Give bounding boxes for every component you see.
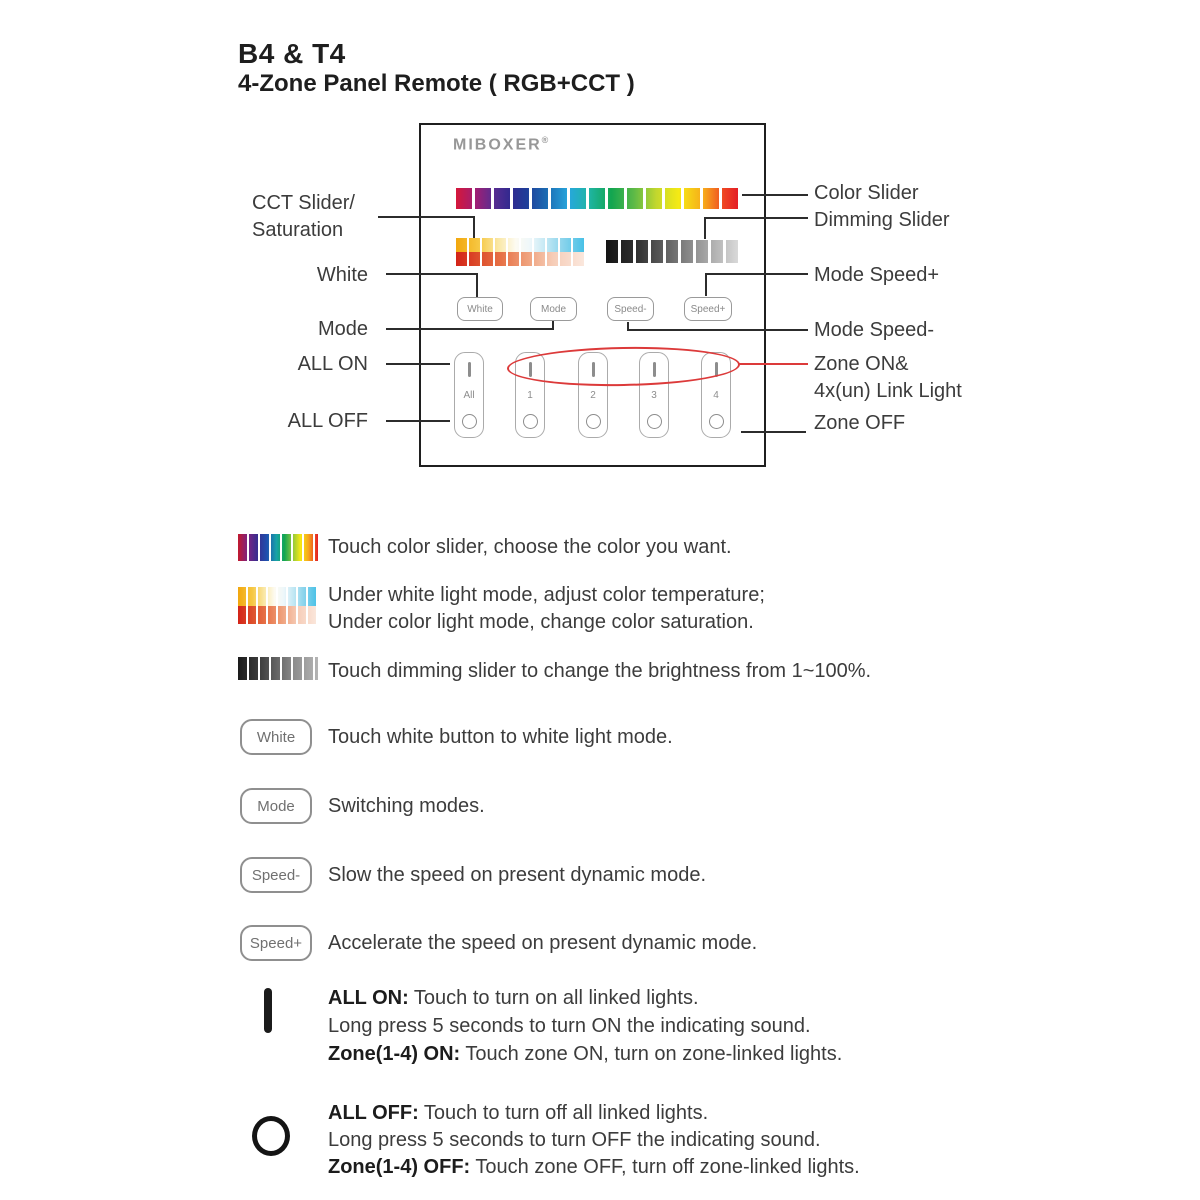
legend-zone-off-line [328, 1154, 860, 1181]
legend-all-on-line2: Long press 5 seconds to turn ON the indicating sound. [328, 1015, 811, 1037]
speed-plus-callout-line [705, 273, 808, 275]
zone-off-callout-line [741, 431, 806, 433]
callout-cct-slider [252, 190, 355, 244]
color-slider-swatch [238, 534, 318, 561]
cct-swatch-bottom [238, 606, 318, 625]
callout-cct-line2: Saturation [252, 219, 344, 241]
brand-logo [453, 135, 548, 154]
zone-on-desc: Touch zone ON, turn on zone-linked lights. [460, 1043, 843, 1065]
speed-minus-button-legend: Speed- [240, 857, 312, 893]
zone-on-label: Zone(1-4) ON: [328, 1043, 461, 1065]
callout-zone-off: Zone OFF [814, 412, 906, 434]
dimming-slider-swatch [238, 657, 318, 680]
legend-cct-text [328, 582, 765, 636]
legend-cct-line2: Under color light mode, change color saturation. [328, 611, 754, 633]
callout-mode: Mode [317, 318, 368, 340]
legend-white-text: Touch white button to white light mode. [328, 726, 673, 748]
legend-all-off-block [328, 1100, 860, 1181]
mode-button: Mode [530, 297, 577, 321]
mode-callout-line [386, 328, 554, 330]
speed-minus-button: Speed- [607, 297, 654, 321]
all-on-callout-line [386, 363, 450, 365]
all-off-desc: Touch to turn off all linked lights. [418, 1102, 709, 1124]
zone-label: 2 [590, 390, 596, 401]
callout-all-off: ALL OFF [287, 410, 368, 432]
legend-speed-plus-text: Accelerate the speed on present dynamic mode. [328, 932, 758, 954]
all-on-desc: Touch to turn on all linked lights. [408, 987, 699, 1009]
white-button-legend: White [240, 719, 312, 755]
dimming-callout-line [704, 217, 706, 239]
callout-cct-line1: CCT Slider/ [252, 192, 355, 214]
callout-color-slider: Color Slider [814, 182, 919, 204]
speed-minus-callout-line [627, 322, 629, 331]
zone-label: 4 [713, 390, 719, 401]
color-slider-callout-line [742, 194, 808, 196]
legend-all-off-line1 [328, 1100, 860, 1127]
all-on-label: ALL ON: [328, 987, 409, 1009]
zone-off-icon [462, 414, 477, 429]
legend-speed-minus-text: Slow the speed on present dynamic mode. [328, 864, 706, 886]
callout-zone-on [814, 351, 962, 405]
white-callout-line [386, 273, 478, 275]
speed-plus-button-legend: Speed+ [240, 925, 312, 961]
callout-zone-on-line2: 4x(un) Link Light [814, 380, 962, 402]
speed-minus-callout-line [627, 329, 808, 331]
zone-label: 1 [527, 390, 533, 401]
speed-plus-callout-line [705, 273, 707, 296]
zone-button-all [454, 352, 484, 438]
white-callout-line [476, 273, 478, 297]
zone-off-icon [709, 414, 724, 429]
callout-dimming-slider: Dimming Slider [814, 209, 950, 231]
zone-label: 3 [651, 390, 657, 401]
page-title: B4 & T4 [238, 38, 346, 69]
registered-mark: ® [541, 135, 549, 145]
callout-white: White [316, 264, 368, 286]
legend-all-on-line1 [328, 984, 842, 1012]
cct-swatch-top [238, 587, 318, 606]
brand-text: MIBOXER [453, 136, 542, 154]
speed-plus-button: Speed+ [684, 297, 732, 321]
all-off-label: ALL OFF: [328, 1102, 419, 1124]
all-on-icon [264, 988, 272, 1033]
zone-label: All [463, 390, 475, 401]
legend-zone-on-line [328, 1040, 842, 1068]
zone-off-icon [586, 414, 601, 429]
zone-off-icon [523, 414, 538, 429]
zone-off-desc: Touch zone OFF, turn off zone-linked lights. [470, 1156, 860, 1178]
cct-callout-line [378, 216, 475, 218]
callout-zone-on-line1: Zone ON& [814, 353, 909, 375]
legend-dim-text: Touch dimming slider to change the brightness from 1~100%. [328, 660, 872, 682]
all-off-callout-line [386, 420, 450, 422]
zone-on-callout-line [739, 363, 808, 365]
callout-mode-speed-minus: Mode Speed- [814, 319, 935, 341]
page-subtitle: 4-Zone Panel Remote ( RGB+CCT ) [238, 70, 635, 97]
legend-all-on-block [328, 984, 842, 1068]
legend-color-text: Touch color slider, choose the color you want. [328, 536, 732, 558]
legend-cct-line1: Under white light mode, adjust color temperature; [328, 584, 765, 606]
legend-mode-text: Switching modes. [328, 795, 485, 817]
cct-callout-line [473, 216, 475, 238]
mode-callout-line [552, 321, 554, 330]
dimming-callout-line [704, 217, 808, 219]
zone-off-icon [647, 414, 662, 429]
mode-button-legend: Mode [240, 788, 312, 824]
all-off-icon [252, 1116, 290, 1156]
cct-slider-swatch [238, 587, 318, 624]
cct-bottom-row [456, 252, 586, 266]
cct-top-row [456, 238, 586, 252]
zone-off-label: Zone(1-4) OFF: [328, 1156, 471, 1178]
callout-mode-speed-plus: Mode Speed+ [814, 264, 940, 286]
callout-all-on: ALL ON [297, 353, 368, 375]
legend-all-off-line2: Long press 5 seconds to turn OFF the indicating sound. [328, 1129, 821, 1151]
cct-saturation-slider [456, 238, 586, 266]
dimming-slider [606, 240, 738, 263]
white-button: White [457, 297, 503, 321]
color-slider [456, 188, 738, 209]
zone-on-icon [468, 362, 471, 377]
